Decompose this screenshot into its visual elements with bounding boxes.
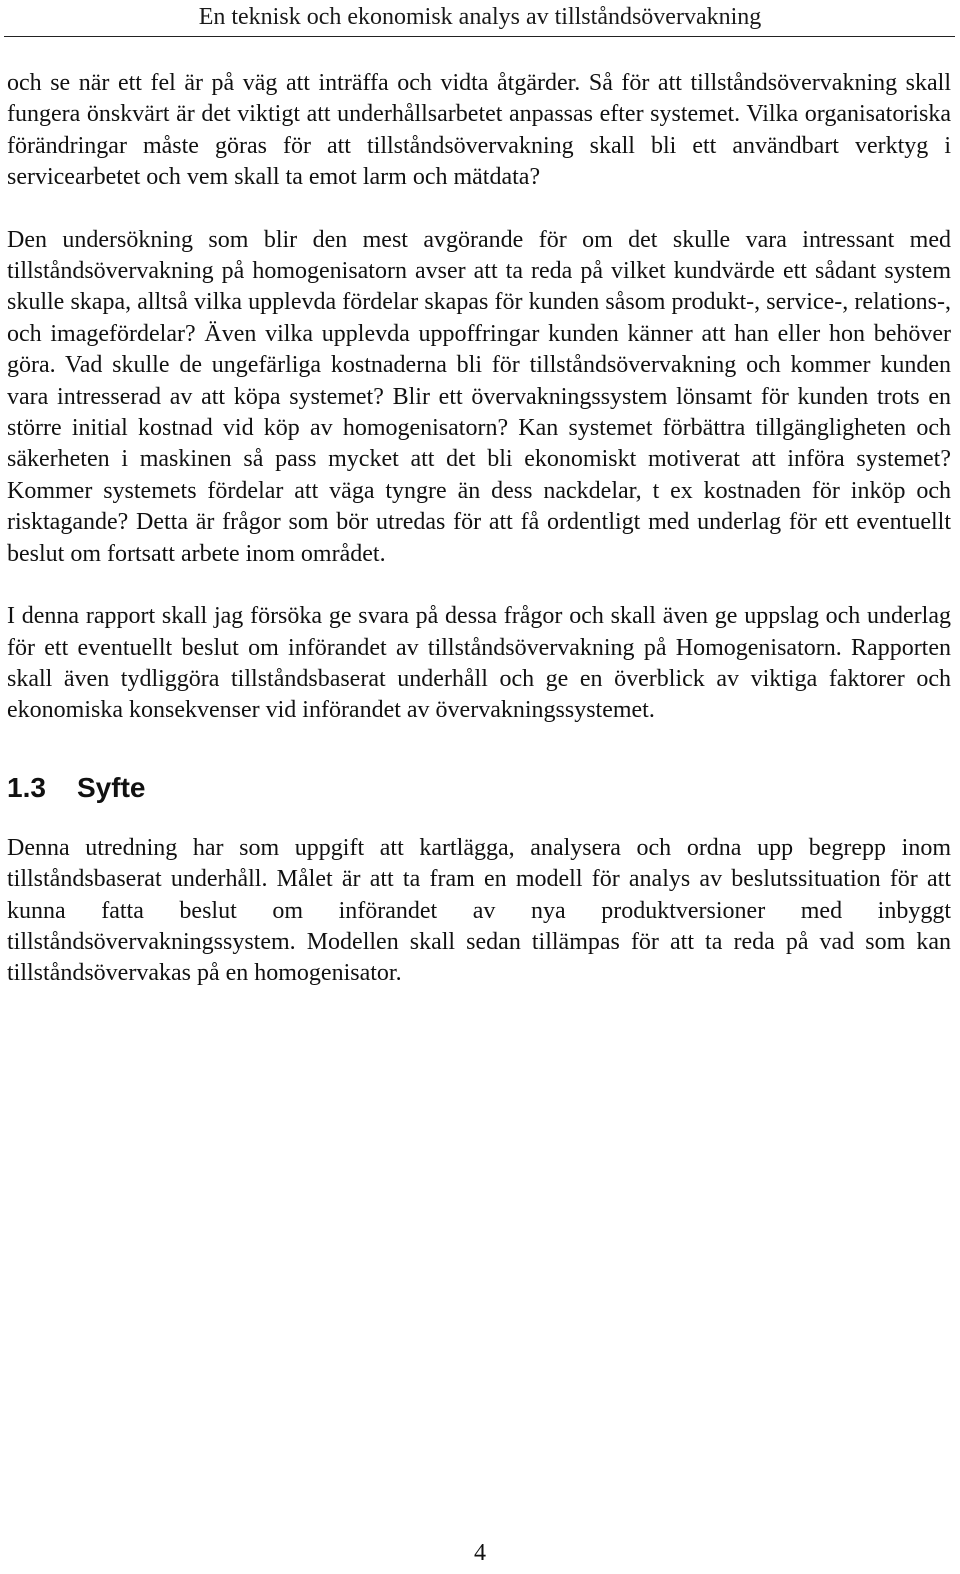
page-number: 4 <box>474 1540 486 1566</box>
body-paragraph-3: I denna rapport skall jag försöka ge svara på dessa frågor och skall även ge uppslag och underlag för ett eventuellt beslut om införandet av tillståndsövervakning på Homogenisatorn. Rapporten skall även tydliggöra tillståndsbaserat underhåll och ge en överblick av viktiga faktorer och ekonomiska konsekvenser vid införandet av övervakningssystemet. <box>7 603 951 724</box>
section-heading <box>7 771 951 805</box>
section-title: Syfte <box>77 771 146 803</box>
section-paragraph: Denna utredning har som uppgift att kartlägga, analysera och ordna upp begrepp inom tillståndsbaserat underhåll. Målet är att ta fram en modell för analys av beslutssituation för att kunna fatta beslut om införandet av nya produktversioner med inbyggt tillståndsövervakningssystem. Modellen skall sedan tillämpas för att ta reda på vad som kan tillståndsövervakas på en homogenisator. <box>7 834 951 987</box>
body-paragraph-2: Den undersökning som blir den mest avgörande för om det skulle vara intressant med tillståndsövervakning på homogenisatorn avser att ta reda på vilket kundvärde ett sådant system skulle skapa, alltså vilka upplevda fördelar skapas för kunden såsom produkt-, service-, relations-, och imagefördelar? Även vilka upplevda uppoffringar kunden känner att han eller hon behöver göra. Vad skulle de ungefärliga kostnaderna bli för tillståndsövervakning och kommer kunden vara intresserad av att köpa systemet? Blir ett övervakningssystem lönsamt för kunden trots en större initial kostnad vid köp av homogenisatorn? Kan systemet förbättra tillgängligheten och säkerheten i maskinen så pass mycket att det bli ekonomiskt motiverat att införa systemet? Kommer systemets fördelar att väga tyngre än dess nackdelar, t ex kostnaden för inköp och risktagande? Detta är frågor som bör utredas för att få ordentligt med underlag för ett eventuellt beslut om fortsatt arbete inom området. <box>7 226 951 567</box>
header-divider <box>4 36 955 37</box>
page-body <box>7 68 951 1021</box>
body-paragraph-1: och se när ett fel är på väg att inträffa och vidta åtgärder. Så för att tillståndsövervakning skall fungera önskvärt är det viktigt att underhållsarbetet anpassas efter systemet. Vilka organisatoriska förändringar måste göras för att tillståndsövervakning skall bli ett användbart verktyg i servicearbetet och vem skall ta emot larm och mätdata? <box>7 70 951 191</box>
running-header: En teknisk och ekonomisk analys av tillståndsövervakning <box>198 4 762 30</box>
section-number: 1.3 <box>7 771 46 803</box>
